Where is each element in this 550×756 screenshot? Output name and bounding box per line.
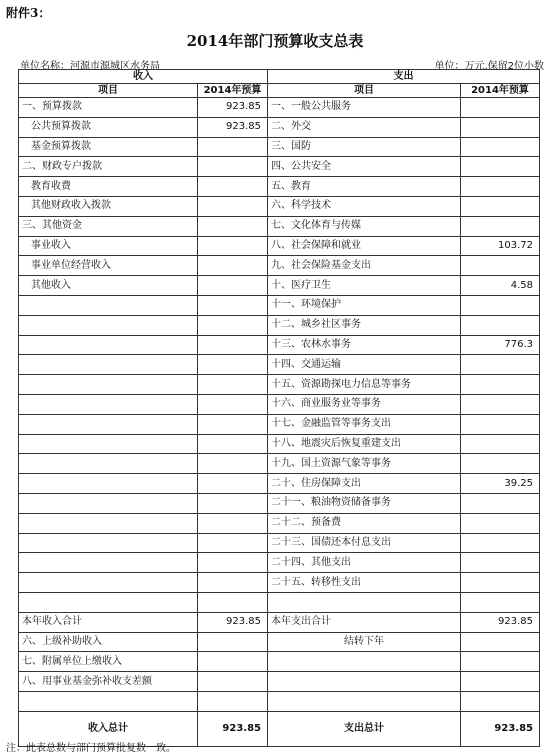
expense-item-cell: 二十五、转移性支出 [268,573,461,593]
income-value-cell [198,513,268,533]
table-row [19,236,540,256]
expense-item-cell: 十四、交通运输 [268,355,461,375]
expense-value-cell [461,672,540,692]
income-value-cell [198,295,268,315]
expense-item-cell: 二十一、粮油物资储备事务 [268,493,461,513]
expense-value-cell [461,652,540,672]
income-value-cell [198,335,268,355]
unit-name: 单位名称：河源市源城区水务局 [20,61,160,72]
income-item-cell [19,691,198,711]
table-row [19,533,540,553]
income-item-header: 项目 [19,84,198,98]
income-item-cell [19,315,198,335]
table-row [19,137,540,157]
income-value-cell [198,652,268,672]
income-value-cell [198,691,268,711]
income-item-cell [19,474,198,494]
table-row [19,414,540,434]
income-value-cell [198,236,268,256]
expense-value-cell [461,177,540,197]
table-row [19,513,540,533]
income-item-cell: 本年收入合计 [19,612,198,632]
income-value-cell [198,216,268,236]
income-item-cell: 基金预算拨款 [19,137,198,157]
expense-value-cell [461,315,540,335]
table-body [19,98,540,712]
income-item-cell [19,434,198,454]
table-row [19,315,540,335]
expense-value-cell [461,513,540,533]
table-row [19,375,540,395]
income-item-cell: 一、预算拨款 [19,98,198,118]
income-item-cell: 事业收入 [19,236,198,256]
expense-value-cell [461,691,540,711]
expense-item-cell: 十六、商业服务业等事务 [268,394,461,414]
table-row [19,355,540,375]
income-value-cell [198,553,268,573]
income-item-cell [19,573,198,593]
expense-item-cell: 十七、金融监管等事务支出 [268,414,461,434]
income-item-cell [19,394,198,414]
expense-value-cell [461,256,540,276]
expense-item-cell: 十九、国土资源气象等事务 [268,454,461,474]
expense-item-cell: 十、医疗卫生 [268,276,461,296]
income-value-cell [198,157,268,177]
income-value-cell: 923.85 [198,612,268,632]
income-item-cell: 其他收入 [19,276,198,296]
income-value-cell [198,137,268,157]
expense-item-cell: 五、教育 [268,177,461,197]
table-row [19,394,540,414]
income-item-cell [19,355,198,375]
expense-item-cell: 一、一般公共服务 [268,98,461,118]
section-header-row [19,70,540,84]
expense-value-cell: 103.72 [461,236,540,256]
expense-item-cell: 二十三、国债还本付息支出 [268,533,461,553]
expense-value-cell [461,394,540,414]
expense-item-cell: 十五、资源勘探电力信息等事务 [268,375,461,395]
income-value-cell [198,632,268,652]
expense-item-cell: 本年支出合计 [268,612,461,632]
income-value-cell [198,256,268,276]
expense-value-cell [461,117,540,137]
income-value-cell [198,375,268,395]
table-row [19,454,540,474]
income-item-cell [19,414,198,434]
expense-item-cell: 二十四、其他支出 [268,553,461,573]
expense-item-cell: 四、公共安全 [268,157,461,177]
expense-item-cell [268,691,461,711]
table-row [19,256,540,276]
income-value-cell [198,672,268,692]
budget-table [18,69,540,747]
income-value-cell [198,394,268,414]
expense-value-cell [461,632,540,652]
income-value-cell: 923.85 [198,117,268,137]
income-item-cell: 八、用事业基金弥补收支差额 [19,672,198,692]
table-row [19,493,540,513]
expense-value-cell [461,98,540,118]
expense-value-cell: 4.58 [461,276,540,296]
table-row [19,276,540,296]
footnote: 注：此表总数与部门预算批复数一致。 [6,743,176,754]
expense-value-cell: 923.85 [461,612,540,632]
expense-item-cell [268,592,461,612]
income-item-cell: 七、附属单位上缴收入 [19,652,198,672]
income-value-cell [198,573,268,593]
income-value-cell [198,592,268,612]
table-row [19,592,540,612]
income-value-cell [198,434,268,454]
income-item-cell [19,454,198,474]
income-item-cell: 公共预算拨款 [19,117,198,137]
expense-item-cell [268,652,461,672]
income-item-cell: 三、其他资金 [19,216,198,236]
expense-value-cell [461,592,540,612]
expense-total-value: 923.85 [461,711,540,746]
expense-value-cell [461,414,540,434]
income-item-cell [19,295,198,315]
expense-value-cell [461,454,540,474]
income-value-cell [198,196,268,216]
expense-item-cell: 十二、城乡社区事务 [268,315,461,335]
income-item-cell: 教育收费 [19,177,198,197]
income-value-cell [198,276,268,296]
column-header-row [19,84,540,98]
income-value-cell: 923.85 [198,98,268,118]
income-value-cell [198,355,268,375]
expense-value-cell [461,216,540,236]
income-item-cell: 二、财政专户拨款 [19,157,198,177]
table-row [19,196,540,216]
expense-value-cell [461,553,540,573]
expense-value-cell [461,157,540,177]
income-total-value: 923.85 [198,711,268,746]
income-value-cell [198,533,268,553]
income-value-cell [198,315,268,335]
table-row [19,177,540,197]
table-row [19,573,540,593]
expense-item-cell: 六、科学技术 [268,196,461,216]
expense-value-cell [461,355,540,375]
expense-item-cell: 二十、住房保障支出 [268,474,461,494]
unit-note: 单位：万元,保留2位小数 [434,61,544,72]
expense-item-cell: 十三、农林水事务 [268,335,461,355]
expense-item-cell: 十一、环境保护 [268,295,461,315]
table-row [19,434,540,454]
income-item-cell [19,533,198,553]
expense-item-cell: 三、国防 [268,137,461,157]
table-row [19,335,540,355]
income-value-cell [198,454,268,474]
income-item-cell: 六、上级补助收入 [19,632,198,652]
table-row [19,672,540,692]
expense-item-cell [268,672,461,692]
table-row [19,553,540,573]
income-item-cell [19,513,198,533]
income-item-cell: 事业单位经营收入 [19,256,198,276]
expense-value-cell [461,493,540,513]
expense-item-cell: 十八、地震灾后恢复重建支出 [268,434,461,454]
income-value-cell [198,177,268,197]
expense-value-cell [461,533,540,553]
expense-value-cell: 39.25 [461,474,540,494]
expense-item-cell: 九、社会保险基金支出 [268,256,461,276]
income-header: 收入 [19,70,268,84]
page-title: 2014年部门预算收支总表 [186,32,364,50]
table-row [19,216,540,236]
expense-value-cell [461,196,540,216]
table-row [19,117,540,137]
table-row [19,691,540,711]
expense-value-cell [461,137,540,157]
expense-total-label: 支出总计 [268,711,461,746]
table-row [19,632,540,652]
income-item-cell [19,493,198,513]
income-item-cell [19,375,198,395]
table-row [19,98,540,118]
expense-item-cell: 七、文化体育与传媒 [268,216,461,236]
expense-header: 支出 [268,70,540,84]
expense-budget-header: 2014年预算 [461,84,540,98]
income-budget-header: 2014年预算 [198,84,268,98]
table-row [19,652,540,672]
attachment-label: 附件3： [6,6,51,20]
income-item-cell [19,592,198,612]
income-value-cell [198,474,268,494]
table-row [19,157,540,177]
expense-item-cell: 结转下年 [268,632,461,652]
expense-item-cell: 二、外交 [268,117,461,137]
expense-value-cell [461,375,540,395]
income-item-cell: 其他财政收入拨款 [19,196,198,216]
income-value-cell [198,414,268,434]
expense-item-cell: 二十二、预备费 [268,513,461,533]
table-row [19,474,540,494]
table-row [19,612,540,632]
expense-item-header: 项目 [268,84,461,98]
expense-value-cell [461,434,540,454]
table-row [19,295,540,315]
expense-value-cell [461,573,540,593]
income-value-cell [198,493,268,513]
expense-item-cell: 八、社会保障和就业 [268,236,461,256]
expense-value-cell [461,295,540,315]
expense-value-cell: 776.3 [461,335,540,355]
income-item-cell [19,335,198,355]
income-total-label: 收入总计 [19,711,198,746]
income-item-cell [19,553,198,573]
